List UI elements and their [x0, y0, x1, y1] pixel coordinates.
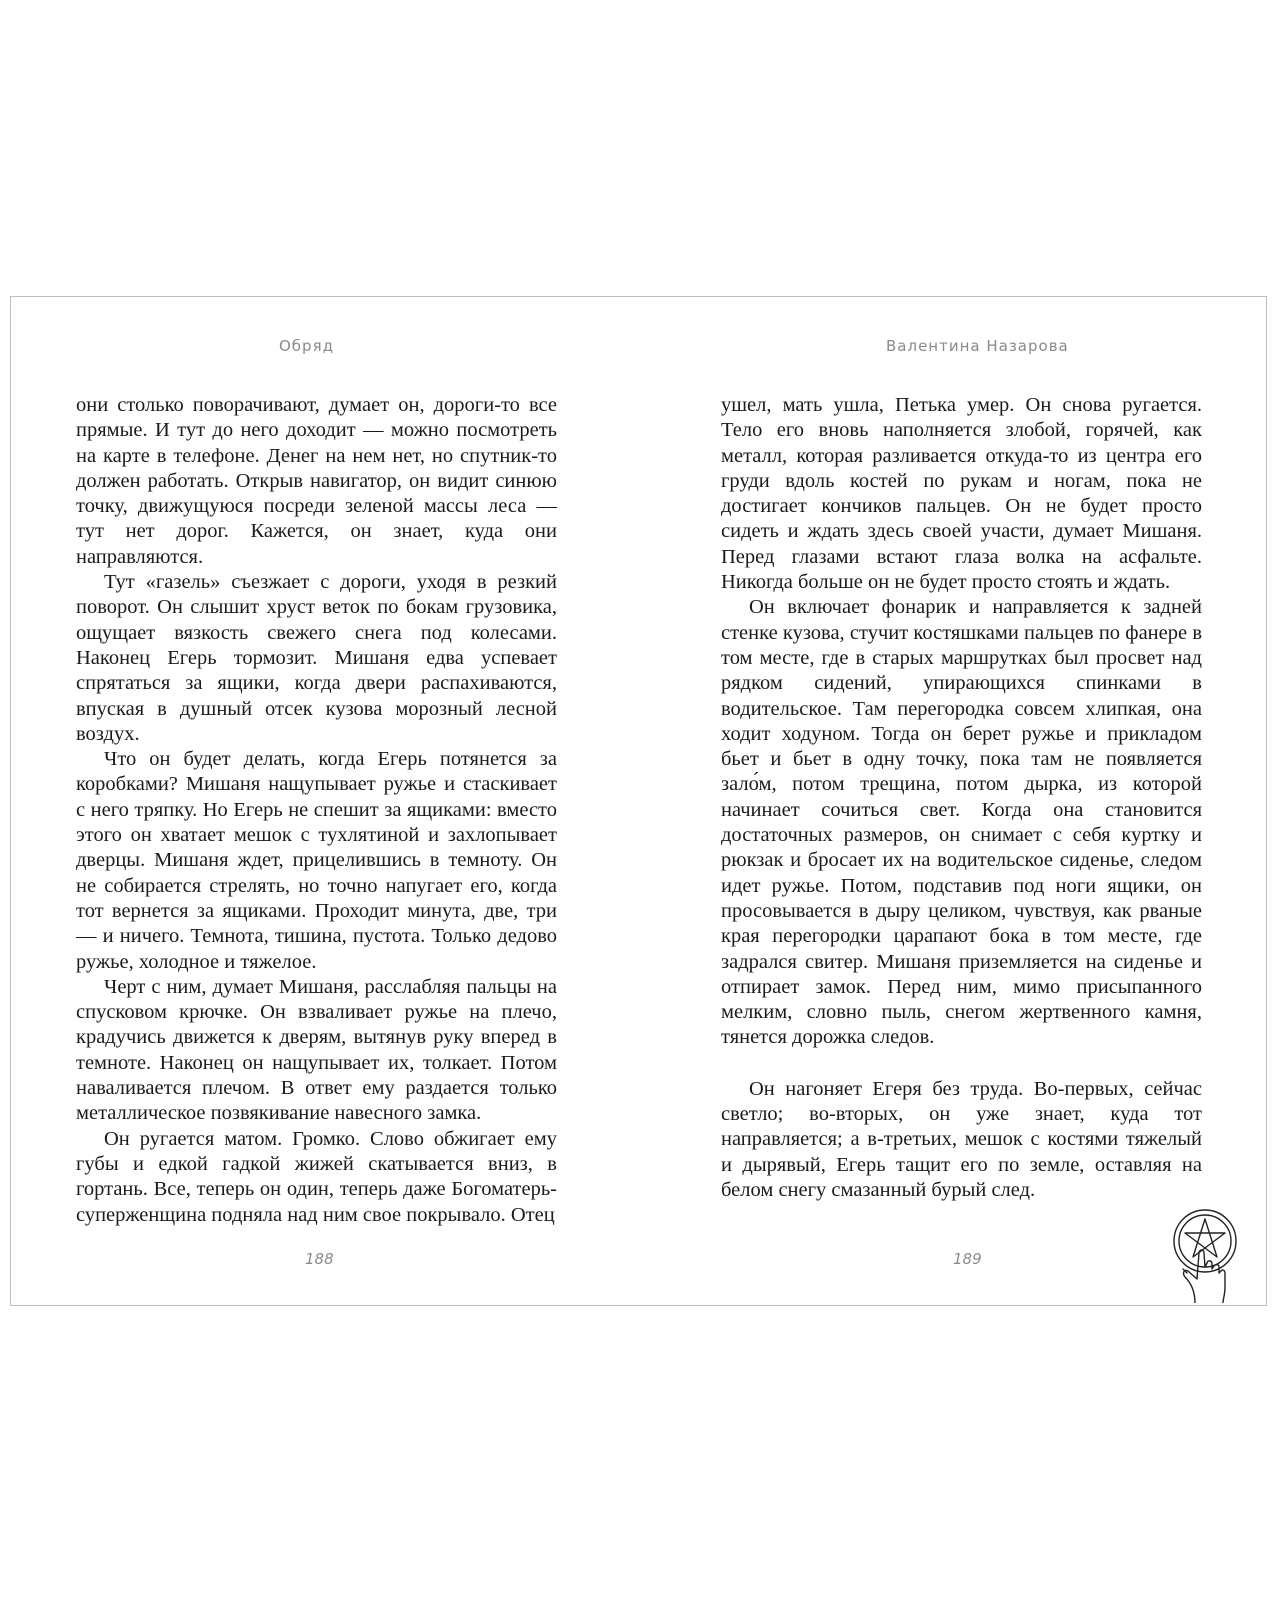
page-number-left: 188 [305, 1250, 334, 1268]
running-head-left: Обряд [279, 337, 334, 355]
paragraph: Он ругается матом. Громко. Слово обжигает ему губы и едкой гадкой жижей скатывается вниз, в гортань. Все, теперь он один, теперь даже Богоматерь-суперженщина подняла над ним свое покрывало. Отец [76, 1127, 557, 1226]
paragraph: Он нагоняет Егеря без труда. Во-первых, сейчас светло; во-вторых, он уже знает, куда тот направляется; а в-третьих, мешок с костями тяжелый и дырявый, Егерь тащит его по земле, оставляя на белом снегу смазанный бурый след. [721, 1077, 1202, 1201]
book-spread [10, 296, 1267, 1306]
page-number-right: 189 [953, 1250, 982, 1268]
paragraph: ушел, мать ушла, Петька умер. Он снова ругается. Тело его вновь наполняется злобой, горячей, как металл, которая разливается откуда-то из центра его груди вдоль костей по рукам и ногам, пока не достигает кончиков пальцев. Он не будет просто сидеть и ждать здесь своей участи, думает Мишаня. Перед глазами встают глаза волка на асфальте. Никогда больше он не будет просто стоять и ждать. [721, 394, 1202, 594]
paragraph: Тут «газель» съезжает с дороги, уходя в резкий поворот. Он слышит хруст веток по бокам грузовика, ощущает вязкость свежего снега под колесами. Наконец Егерь тормозит. Мишаня едва успевает спрятаться за ящики, когда двери распахиваются, впуская в душный отсек кузова морозный лесной воздух. [76, 571, 557, 745]
left-page-text [76, 393, 557, 1228]
paragraph: Он включает фонарик и направляется к задней стенке кузова, стучит костяшками пальцев по фанере в том месте, где в старых маршрутках был просвет над рядком сидений, упирающихся спинками в водительское. Там перегородка совсем хлипкая, она ходит ходуном. Тогда он берет ружье и прикладом бьет и бьет в одну точку, пока там не появляется зало́м, потом трещина, потом дырка, из которой начинает сочиться свет. Когда она становится достаточных размеров, он снимает с себя куртку и рюкзак и бросает их на водительское сиденье, следом идет ружье. Потом, подставив под ноги ящики, он просовывается в дыру целиком, чувствуя, как рваные края перегородки царапают бока в том месте, где задрался свитер. Мишаня приземляется на сиденье и отпирает замок. Перед ним, мимо присыпанного мелким, словно пыль, снегом жертвенного камня, тянется дорожка следов. [721, 596, 1202, 1049]
running-head-right: Валентина Назарова [886, 337, 1069, 355]
right-page-text [721, 393, 1202, 1203]
paragraph: они столько поворачивают, думает он, дороги-то все прямые. И тут до него доходит — можно посмотреть на карте в телефоне. Денег на нем нет, но спутник-то должен работать. Открыв навигатор, он видит синюю точку, движущуюся посреди зеленой массы леса — тут нет дорог. Кажется, он знает, куда они направляются. [76, 394, 557, 568]
paragraph: Черт с ним, думает Мишаня, расслабляя пальцы на спусковом крючке. Он взваливает ружье на плечо, крадучись движется к дверям, вытянув руку вперед в темноте. Наконец он нащупывает их, толкает. Потом наваливается плечом. В ответ ему раздается только металлическое позвякивание навесного замка. [76, 975, 557, 1125]
paragraph: Что он будет делать, когда Егерь потянется за коробками? Мишаня нащупывает ружье и стаскивает с него тряпку. Но Егерь не спешит за ящиками: вместо этого он хватает мешок с тухлятиной и захлопывает дверцы. Мишаня ждет, прицелившись в темноту. Он не собирается стрелять, но точно напугает его, когда тот вернется за ящиками. Проходит минута, две, три — и ничего. Темнота, тишина, пустота. Только дедово ружье, холодное и тяжелое. [76, 748, 557, 973]
pentagram-hand-icon [1165, 1207, 1245, 1303]
